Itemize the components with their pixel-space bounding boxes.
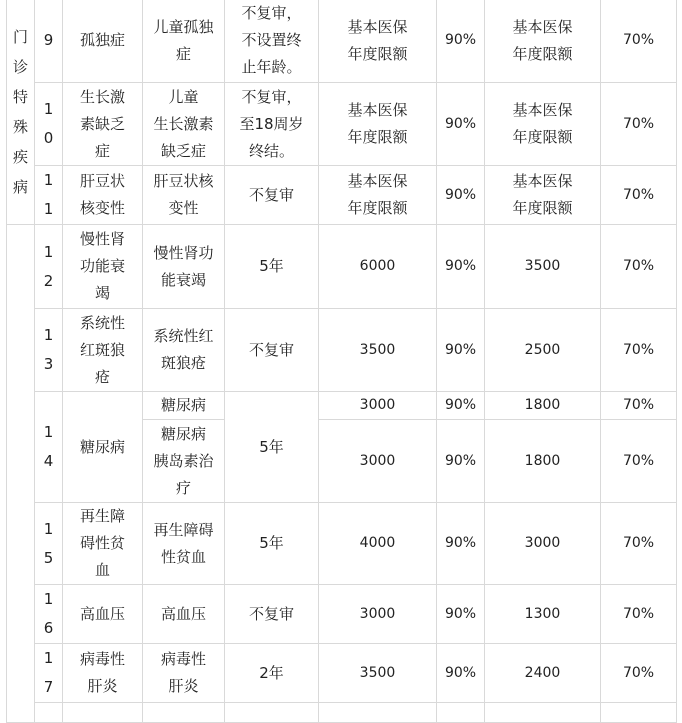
table-row xyxy=(7,309,677,392)
rate-level-1: 90% xyxy=(437,309,485,392)
policy-table xyxy=(6,0,677,723)
review-period: 不复审 xyxy=(225,166,319,225)
category-cell xyxy=(7,225,35,723)
rate-level-1: 90% xyxy=(437,166,485,225)
disease-scope: 儿童 生长激素 缺乏症 xyxy=(143,83,225,166)
disease-scope: 糖尿病 胰岛素治 疗 xyxy=(143,420,225,503)
limit-level-2: 基本医保 年度限额 xyxy=(485,0,601,83)
disease-scope: 病毒性 肝炎 xyxy=(143,644,225,703)
disease-name: 病毒性 肝炎 xyxy=(63,644,143,703)
rate-level-2: 70% xyxy=(601,166,677,225)
disease-scope: 再生障碍 性贫血 xyxy=(143,503,225,585)
disease-name: 孤独症 xyxy=(63,0,143,83)
review-period: 5年 xyxy=(225,225,319,309)
disease-scope: 高血压 xyxy=(143,585,225,644)
disease-scope: 系统性红 斑狼疮 xyxy=(143,309,225,392)
table-row xyxy=(7,0,677,83)
disease-scope: 肝豆状核 变性 xyxy=(143,166,225,225)
category-cell: 门 诊 特 殊 疾 病 xyxy=(7,0,35,225)
table-row xyxy=(7,83,677,166)
limit-level-1: 3500 xyxy=(319,309,437,392)
limit-level-2: 1800 xyxy=(485,420,601,503)
table-row xyxy=(7,703,677,723)
rate-level-1: 90% xyxy=(437,0,485,83)
rate-level-2: 70% xyxy=(601,83,677,166)
limit-level-1: 3500 xyxy=(319,644,437,703)
empty-cell xyxy=(601,703,677,723)
row-number: 1 4 xyxy=(35,392,63,503)
rate-level-2: 70% xyxy=(601,420,677,503)
disease-scope: 慢性肾功 能衰竭 xyxy=(143,225,225,309)
rate-level-1: 90% xyxy=(437,585,485,644)
table-row xyxy=(7,503,677,585)
limit-level-1: 6000 xyxy=(319,225,437,309)
rate-level-2: 70% xyxy=(601,392,677,420)
limit-level-2: 3000 xyxy=(485,503,601,585)
empty-cell xyxy=(437,703,485,723)
rate-level-1: 90% xyxy=(437,503,485,585)
rate-level-1: 90% xyxy=(437,644,485,703)
empty-cell xyxy=(35,703,63,723)
review-period: 2年 xyxy=(225,644,319,703)
review-period: 不复审， 至18周岁 终结。 xyxy=(225,83,319,166)
rate-level-2: 70% xyxy=(601,585,677,644)
rate-level-1: 90% xyxy=(437,225,485,309)
review-period: 不复审 xyxy=(225,585,319,644)
empty-cell xyxy=(143,703,225,723)
review-period: 5年 xyxy=(225,503,319,585)
row-number: 1 0 xyxy=(35,83,63,166)
limit-level-2: 1300 xyxy=(485,585,601,644)
disease-scope: 糖尿病 xyxy=(143,392,225,420)
disease-name: 慢性肾 功能衰 竭 xyxy=(63,225,143,309)
limit-level-2: 基本医保 年度限额 xyxy=(485,166,601,225)
rate-level-2: 70% xyxy=(601,309,677,392)
review-period: 不复审， 不设置终 止年龄。 xyxy=(225,0,319,83)
limit-level-1: 基本医保 年度限额 xyxy=(319,166,437,225)
row-number: 1 6 xyxy=(35,585,63,644)
limit-level-2: 3500 xyxy=(485,225,601,309)
row-number: 1 3 xyxy=(35,309,63,392)
disease-name: 系统性 红斑狼 疮 xyxy=(63,309,143,392)
disease-name: 生长激 素缺乏 症 xyxy=(63,83,143,166)
limit-level-2: 基本医保 年度限额 xyxy=(485,83,601,166)
empty-cell xyxy=(225,703,319,723)
disease-name: 糖尿病 xyxy=(63,392,143,503)
disease-name: 高血压 xyxy=(63,585,143,644)
row-number: 1 1 xyxy=(35,166,63,225)
empty-cell xyxy=(319,703,437,723)
limit-level-1: 4000 xyxy=(319,503,437,585)
disease-name: 肝豆状 核变性 xyxy=(63,166,143,225)
review-period: 不复审 xyxy=(225,309,319,392)
rate-level-1: 90% xyxy=(437,83,485,166)
limit-level-1: 3000 xyxy=(319,420,437,503)
row-number: 1 7 xyxy=(35,644,63,703)
rate-level-1: 90% xyxy=(437,392,485,420)
table-row xyxy=(7,392,677,420)
table-row xyxy=(7,225,677,309)
limit-level-1: 基本医保 年度限额 xyxy=(319,0,437,83)
table-row xyxy=(7,166,677,225)
row-number: 1 2 xyxy=(35,225,63,309)
rate-level-1: 90% xyxy=(437,420,485,503)
rate-level-2: 70% xyxy=(601,503,677,585)
table-row xyxy=(7,644,677,703)
disease-scope: 儿童孤独 症 xyxy=(143,0,225,83)
table-row xyxy=(7,585,677,644)
empty-cell xyxy=(63,703,143,723)
limit-level-1: 3000 xyxy=(319,585,437,644)
limit-level-1: 3000 xyxy=(319,392,437,420)
limit-level-2: 2400 xyxy=(485,644,601,703)
rate-level-2: 70% xyxy=(601,644,677,703)
row-number: 1 5 xyxy=(35,503,63,585)
limit-level-1: 基本医保 年度限额 xyxy=(319,83,437,166)
rate-level-2: 70% xyxy=(601,225,677,309)
row-number: 9 xyxy=(35,0,63,83)
limit-level-2: 2500 xyxy=(485,309,601,392)
review-period: 5年 xyxy=(225,392,319,503)
limit-level-2: 1800 xyxy=(485,392,601,420)
empty-cell xyxy=(485,703,601,723)
disease-name: 再生障 碍性贫 血 xyxy=(63,503,143,585)
rate-level-2: 70% xyxy=(601,0,677,83)
